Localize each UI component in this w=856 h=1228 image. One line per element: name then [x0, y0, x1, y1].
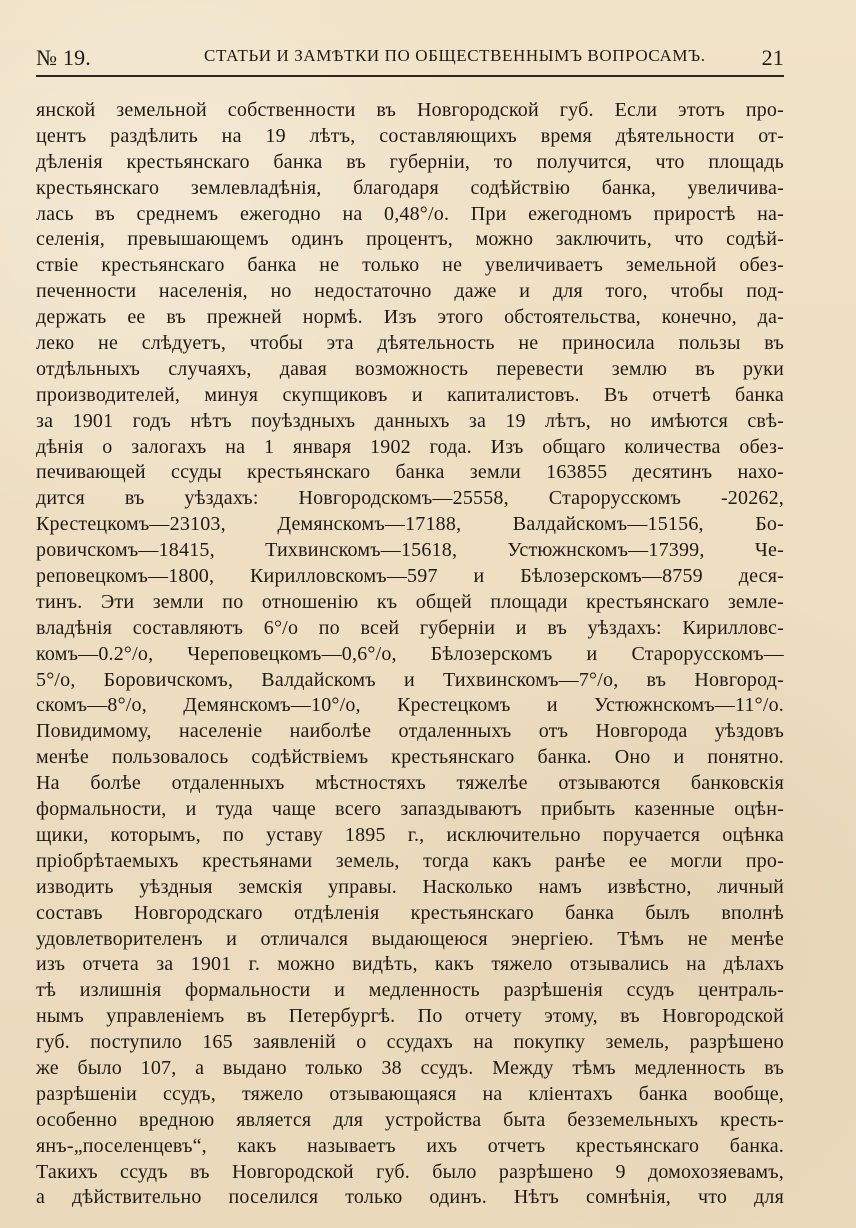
text-line: печивающей ссуды крестьянскаго банка земли 163855 десятинъ нахо-: [36, 461, 784, 484]
text-line: менѣе пользовалось содѣйствіемъ крестьянскаго банка. Оно и понятно.: [36, 746, 784, 769]
page-number: 21: [761, 45, 784, 70]
text-line: а дѣйствительно поселился только одинъ. Нѣтъ сомнѣнія, что для: [36, 1186, 784, 1209]
text-line: Такихъ ссудъ въ Новгородской губ. было разрѣшено 9 домохозяевамъ,: [36, 1160, 784, 1183]
text-line: держать ее въ прежней нормѣ. Изъ этого обстоятельства, конечно, да-: [36, 306, 784, 329]
text-line: тѣ излишнія формальности и медленность разрѣшенія ссудъ централь-: [36, 979, 784, 1002]
text-line: щики, которымъ, по уставу 1895 г., исключительно поручается оцѣнка: [36, 823, 784, 846]
text-line: пріобрѣтаемыхъ крестьянами земель, тогда какъ ранѣе ее могли про-: [36, 849, 784, 872]
text-line: составъ Новгородскаго отдѣленія крестьянскаго банка былъ вполнѣ: [36, 901, 784, 924]
text-line: дѣнія о залогахъ на 1 января 1902 года. Изъ общаго количества обез-: [36, 435, 784, 458]
text-line: изводить уѣздныя земскія управы. Насколько намъ извѣстно, личный: [36, 875, 784, 898]
text-line: комъ—0.2°/о, Череповецкомъ—0,6°/о, Бѣлозерскомъ и Старорусскомъ—: [36, 642, 784, 665]
text-line: реповецкомъ—1800, Кирилловскомъ—597 и Бѣлозерскомъ—8759 деся-: [36, 565, 784, 588]
issue-number: № 19.: [36, 45, 91, 70]
text-line: за 1901 годъ нѣтъ поуѣздныхъ данныхъ за 19 лѣтъ, но имѣются свѣ-: [36, 409, 784, 432]
text-line: дится въ уѣздахъ: Новгородскомъ—25558, Старорусскомъ -20262,: [36, 487, 784, 510]
text-line: янской земельной собственности въ Новгородской губ. Если этотъ про-: [36, 99, 784, 121]
text-line: На болѣе отдаленныхъ мѣстностяхъ тяжелѣе отзываются банковскія: [36, 772, 784, 795]
running-title: СТАТЬИ И ЗАМѢТКИ ПО ОБЩЕСТВЕННЫМЪ ВОПРОСАМЪ.: [204, 46, 706, 65]
text-line: селенія, превышающемъ одинъ процентъ, можно заключить, что содѣй-: [36, 228, 784, 251]
text-line: же было 107, а выдано только 38 ссудъ. Между тѣмъ медленность въ: [36, 1056, 784, 1079]
text-line: 5°/о, Боровичскомъ, Валдайскомъ и Тихвинскомъ—7°/о, въ Новгород-: [36, 668, 784, 691]
header-rule: [36, 75, 784, 77]
text-line: центъ раздѣлить на 19 лѣтъ, составляющихъ время дѣятельности от-: [36, 124, 784, 147]
body-text: [36, 98, 784, 1211]
text-line: удовлетворителенъ и отличался выдающеюся энергіею. Тѣмъ не менѣе: [36, 927, 784, 950]
text-line: печенности населенія, но недостаточно даже и для того, чтобы под-: [36, 280, 784, 303]
text-line: нымъ управленіемъ въ Петербургѣ. По отчету этому, въ Новгородской: [36, 1005, 784, 1028]
text-line: леко не слѣдуетъ, чтобы эта дѣятельность не приносила пользы въ: [36, 332, 784, 355]
text-line: тинъ. Эти земли по отношенію къ общей площади крестьянскаго земле-: [36, 590, 784, 613]
text-line: Повидимому, населеніе наиболѣе отдаленныхъ отъ Новгорода уѣздовъ: [36, 720, 784, 743]
text-line: формальности, и туда чаще всего запаздываютъ прибыть казенные оцѣн-: [36, 798, 784, 821]
text-line: губ. поступило 165 заявленій о ссудахъ на покупку земель, разрѣшено: [36, 1031, 784, 1054]
text-line: Крестецкомъ—23103, Демянскомъ—17188, Валдайскомъ—15156, Бо-: [36, 513, 784, 536]
text-line: производителей, минуя скупщиковъ и капиталистовъ. Въ отчетѣ банка: [36, 383, 784, 406]
text-line: дѣленія крестьянскаго банка въ губерніи, то получится, что площадь: [36, 150, 784, 173]
text-line: владѣнія составляютъ 6°/о по всей губерніи и въ уѣздахъ: Кирилловс-: [36, 616, 784, 639]
text-line: крестьянскаго землевладѣнія, благодаря содѣйствію банка, увеличива-: [36, 176, 784, 199]
text-line: ствіе крестьянскаго банка не только не увеличиваетъ земельной обез-: [36, 254, 784, 277]
text-line: скомъ—8°/о, Демянскомъ—10°/о, Крестецкомъ и Устюжнскомъ—11°/о.: [36, 694, 784, 717]
text-line: янъ-„поселенцевъ“, какъ называетъ ихъ отчетъ крестьянскаго банка.: [36, 1134, 784, 1157]
text-line: лась въ среднемъ ежегодно на 0,48°/о. При ежегодномъ приростѣ на-: [36, 202, 784, 225]
text-line: изъ отчета за 1901 г. можно видѣть, какъ тяжело отзывались на дѣлахъ: [36, 953, 784, 976]
text-line: особенно вредною является для устройства быта безземельныхъ кресть-: [36, 1108, 784, 1131]
page-header: [36, 45, 784, 75]
text-line: отдѣльныхъ случаяхъ, давая возможность перевести землю въ руки: [36, 357, 784, 380]
text-line: ровичскомъ—18415, Тихвинскомъ—15618, Устюжнскомъ—17399, Че-: [36, 539, 784, 562]
text-line: разрѣшеніи ссудъ, тяжело отзывающаяся на кліентахъ банка вообще,: [36, 1082, 784, 1105]
